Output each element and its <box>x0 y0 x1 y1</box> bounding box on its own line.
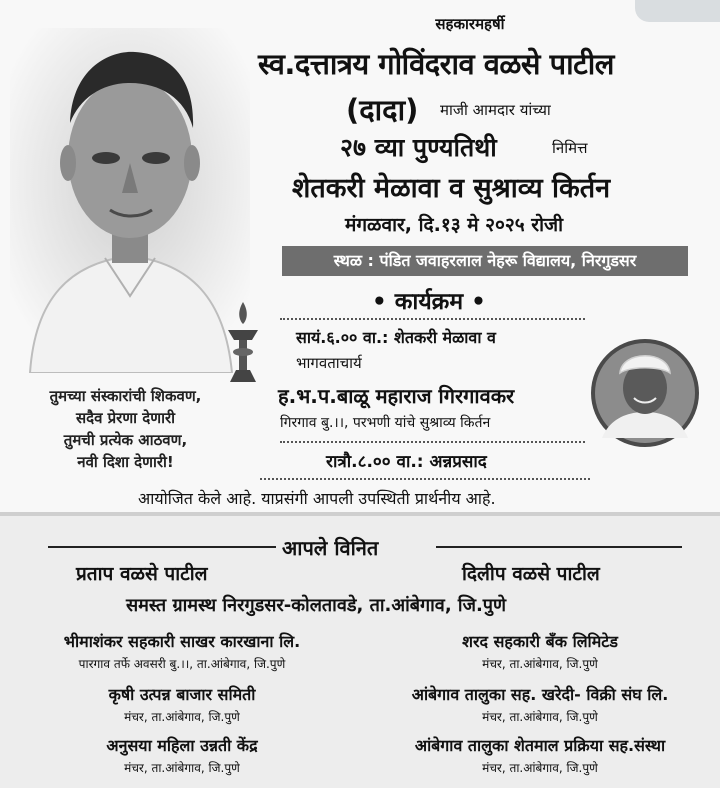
organization-place: मंचर, ता.आंबेगाव, जि.पुणे <box>482 657 598 671</box>
quote-line: सदैव प्रेरणा देणारी <box>75 409 175 427</box>
dotted-rule <box>280 441 585 443</box>
venue-banner: स्थळ : पंडित जवाहरलाल नेहरू विद्यालय, निरगुडसर <box>282 246 688 276</box>
organization <box>8 630 356 672</box>
anniversary-suffix: निमित्त <box>552 139 588 157</box>
organization-place: मंचर, ता.आंबेगाव, जि.पुणे <box>482 710 598 724</box>
organization-place: पारगाव तर्फे अवसरी बु.।।, ता.आंबेगाव, जि.पुणे <box>78 657 286 671</box>
organization-name: शरद सहकारी बँक लिमिटेड <box>462 632 618 651</box>
leader-name: स्व.दत्तात्रय गोविंदराव वळसे पाटील <box>258 47 614 81</box>
villagers-line: समस्त ग्रामस्थ निरगुडसर-कोलतावडे, ता.आंबेगाव, जि.पुणे <box>126 595 507 616</box>
quote-line: नवी दिशा देणारी! <box>77 453 174 471</box>
dotted-rule <box>280 318 585 320</box>
hosts-heading: आपले विनित <box>282 536 379 560</box>
organization-place: मंचर, ता.आंबेगाव, जि.पुणे <box>482 761 598 775</box>
heading-rule-right <box>436 546 682 548</box>
organization-name: आंबेगाव तालुका सह. खरेदी- विक्री संघ लि. <box>411 685 669 704</box>
organization-name: आंबेगाव तालुका शेतमाल प्रक्रिया सह.संस्था <box>414 736 666 755</box>
host-name: प्रताप वळसे पाटील <box>76 563 208 585</box>
dinner-time: रात्रौ.८.०० वा.: अन्नप्रसाद <box>326 452 487 472</box>
section-divider <box>0 512 720 516</box>
organization-name: कृषी उत्पन्न बाजार समिती <box>108 685 256 704</box>
quote-line: तुमची प्रत्येक आठवण, <box>63 431 188 449</box>
heading-rule-left <box>48 546 276 548</box>
speaker-name: ह.भ.प.बाळू महाराज गिरगावकर <box>278 384 515 408</box>
portrait-photo <box>10 28 250 373</box>
host-name: दिलीप वळसे पाटील <box>462 563 600 585</box>
event-date: मंगळवार, दि.१३ मे २०२५ रोजी <box>345 214 564 236</box>
quote-line: तुमच्या संस्कारांची शिकवण, <box>49 387 202 405</box>
oil-lamp-icon <box>222 300 264 388</box>
former-mla-text: माजी आमदार यांच्या <box>440 101 551 119</box>
program-evening-line: सायं.६.०० वा.: शेतकरी मेळावा व <box>296 328 496 347</box>
organization <box>8 734 356 776</box>
organization <box>368 630 712 672</box>
tribute-quote <box>8 385 243 473</box>
organization <box>368 683 712 725</box>
corner-tab <box>635 0 720 22</box>
invitation-note: आयोजित केले आहे. याप्रसंगी आपली उपस्थिती प्रार्थनीय आहे. <box>138 489 496 508</box>
organization <box>8 683 356 725</box>
speaker-detail: गिरगाव बु.।।, परभणी यांचे सुश्राव्य किर्तन <box>280 415 491 431</box>
dotted-rule <box>260 478 590 480</box>
organization-name: अनुसया महिला उन्नती केंद्र <box>106 736 258 755</box>
organization <box>368 734 712 776</box>
event-title: शेतकरी मेळावा व सुश्राव्य किर्तन <box>292 173 611 204</box>
organization-name: भीमाशंकर सहकारी साखर कारखाना लि. <box>63 632 301 651</box>
honorific-title: सहकारमहर्षी <box>435 15 505 33</box>
organization-place: मंचर, ता.आंबेगाव, जि.पुणे <box>124 710 240 724</box>
program-bhagavatacharya: भागवताचार्य <box>296 354 362 372</box>
guest-speaker-photo <box>590 328 700 458</box>
leader-nickname: (दादा) <box>346 93 419 127</box>
organization-place: मंचर, ता.आंबेगाव, जि.पुणे <box>124 761 240 775</box>
program-heading: • कार्यक्रम • <box>372 289 486 315</box>
anniversary-text: २७ व्या पुण्यतिथी <box>340 133 497 162</box>
